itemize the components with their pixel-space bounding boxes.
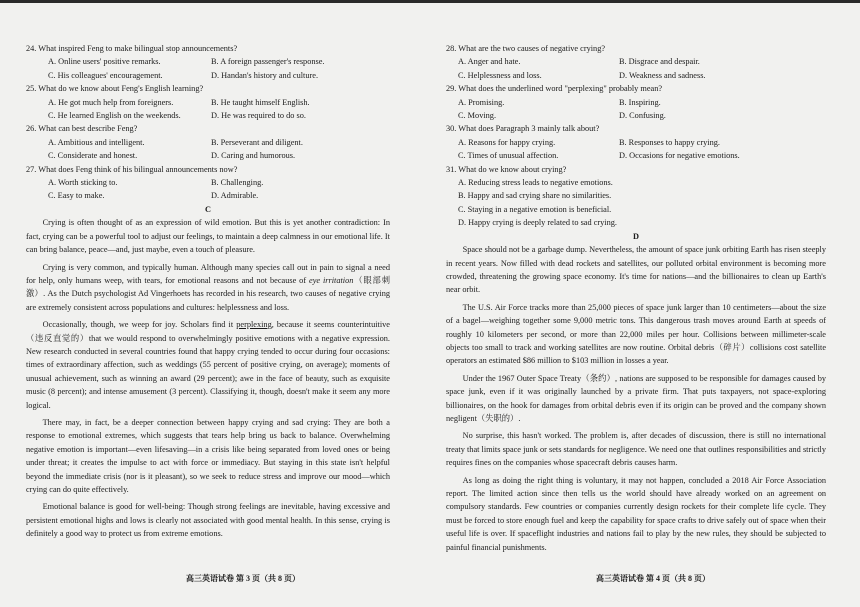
option-29c: C. Moving. — [458, 111, 497, 121]
option-28b: B. Disgrace and despair. — [619, 57, 700, 67]
question-25-options-row-1 — [26, 96, 390, 109]
option-25b: B. He taught himself English. — [211, 97, 310, 107]
question-28-options-row-1 — [446, 55, 826, 68]
page-4-column — [446, 42, 826, 554]
option-29a: A. Promising. — [458, 97, 505, 107]
option-28a: A. Anger and hate. — [458, 57, 521, 67]
paragraph-2-text-b: （眼部刺激）. As the Dutch psychologist Ad Vingerhoets has recorded in his research, two causes of negative crying are extremely consistent across populations and cultures: helplessness and loss. — [26, 275, 390, 312]
option-28d: D. Weakness and sadness. — [619, 70, 706, 80]
option-25d: D. He was required to do so. — [211, 111, 306, 121]
passage-c-paragraph-5: Emotional balance is good for well-being: Though strong feelings are inevitable, having excessive and persistent emotional highs and lows is clearly not associated with good mental health. In this sense, crying is definitely a good way to protect us from extreme emotions. — [26, 502, 390, 539]
eye-irritation-term: eye irritation — [309, 275, 354, 285]
option-29b: B. Inspiring. — [619, 97, 661, 107]
question-30-options-row-1 — [446, 136, 826, 149]
option-24b: B. A foreign passenger's response. — [211, 57, 325, 67]
question-26-options-row-1 — [26, 136, 390, 149]
option-30a: A. Reasons for happy crying. — [458, 137, 556, 147]
question-27-options-row-1 — [26, 176, 390, 189]
passage-d-paragraph-5: As long as doing the right thing is voluntary, it may not happen, concluded a 2018 Air Force Association report. The limited action since then tells us the world should have already worked on an agreement on compulsory standards. Few countries or companies currently design rockets for their complete life cycle. They must be forced to store enough fuel and keep the capability for space crafts to drive safely out of space when their useful life is over. If spaceflight industries and nations fail to play by the new rules, they should be subjected to painful financial punishments. — [446, 475, 826, 552]
question-28-options-row-2 — [446, 69, 826, 82]
option-26a: A. Ambitious and intelligent. — [48, 137, 145, 147]
option-26c: C. Considerate and honest. — [48, 151, 138, 161]
paragraph-3-text-b: , because it seems counterintuitive（违反直觉的）that we would respond to overwhelmingly positive emotions with a negative expression. New research conducted in several countries found that happy crying tended to occur during four occasions: times of extraordinary affection, such as weddings (55 percent of positive crying, on average); moments of unusual achievement, such as winning an award (29 percent); awe in the face of beauty, such as exquisite music (8 percent); and intense amusement (3 percent). Classifying it, though, doesn't make it seem any more logical. — [26, 320, 390, 410]
top-edge-bar — [0, 0, 860, 3]
option-27b: B. Challenging. — [211, 178, 264, 188]
passage-d-paragraph-4: No surprise, this hasn't worked. The problem is, after decades of discussion, there is still no international treaty that limits space junk or sets standards for negligence. We need one that outlines responsibilities and strictly requires fines on the companies whose spacecraft debris causes harm. — [446, 431, 826, 468]
option-30c: C. Times of unusual affection. — [458, 151, 559, 161]
question-29-options-row-2 — [446, 109, 826, 122]
option-25c: C. He learned English on the weekends. — [48, 111, 181, 121]
question-24-stem: 24. What inspired Feng to make bilingual stop announcements? — [26, 44, 238, 53]
question-29-options-row-1 — [446, 96, 826, 109]
question-24-options-row-1 — [26, 55, 390, 68]
question-31-stem: 31. What do we know about crying? — [446, 164, 567, 174]
question-28-stem: 28. What are the two causes of negative crying? — [446, 44, 606, 53]
question-29-stem: 29. What does the underlined word "perplexing" probably mean? — [446, 84, 663, 94]
passage-c-paragraph-2 — [26, 261, 390, 315]
option-29d: D. Confusing. — [619, 111, 666, 121]
option-27c: C. Easy to make. — [48, 191, 105, 201]
question-24-options-row-2 — [26, 69, 390, 82]
option-25a: A. He got much help from foreigners. — [48, 97, 174, 107]
option-24a: A. Online users' positive remarks. — [48, 57, 161, 67]
option-26d: D. Caring and humorous. — [211, 151, 296, 161]
page-3-footer: 高三英语试卷 第 3 页（共 8 页） — [186, 574, 300, 583]
passage-d-paragraph-2: The U.S. Air Force tracks more than 25,000 pieces of space junk larger than 10 centimeters—about the size of a bagel—weighing together some 9,000 metric tons. This dangerous trash moves around Earth at speeds of roughly 10 kilometers per second, or more than 22,000 miles per hour. Collisions between millimeter-scale objects too small to track and working satellites are now routine. Orbital debris（碎片）collisions cost satellite operators an estimated $86 million to $103 million in losses a year. — [446, 302, 826, 366]
question-27-options-row-2 — [26, 189, 390, 202]
option-24c: C. His colleagues' encouragement. — [48, 70, 163, 80]
option-31c: C. Staying in a negative emotion is beneficial. — [458, 204, 612, 214]
question-27-stem: 27. What does Feng think of his bilingual announcements now? — [26, 164, 238, 174]
question-26-stem: 26. What can best describe Feng? — [26, 124, 138, 134]
question-25-stem: 25. What do we know about Feng's English learning? — [26, 84, 204, 94]
paragraph-3-text-a: Occasionally, though, we weep for joy. Scholars find it — [42, 320, 237, 330]
paragraph-2-text-a: Crying is very common, and typically human. Although many species call out in pain to signal a need for help, only humans weep, with tears, for emotional reasons and not because of — [26, 262, 390, 285]
page-4-footer: 高三英语试卷 第 4 页（共 8 页） — [596, 574, 710, 583]
passage-d-paragraph-3: Under the 1967 Outer Space Treaty（条约）, nations are supposed to be responsible for damages caused by space junk, even if it was originally launched by a private firm. That puts taxpayers, not space-exploring billionaires, on the hook for damages from orbital debris even if its origin can be proved and the company shown negligent（失职的）. — [446, 373, 826, 423]
question-25-options-row-2 — [26, 109, 390, 122]
question-30-stem: 30. What does Paragraph 3 mainly talk about? — [446, 124, 600, 134]
option-31d: D. Happy crying is deeply related to sad crying. — [458, 218, 617, 228]
question-30-options-row-2 — [446, 149, 826, 162]
option-27d: D. Admirable. — [211, 191, 259, 201]
option-28c: C. Helplessness and loss. — [458, 70, 542, 80]
passage-c-paragraph-1: Crying is often thought of as an expression of wild emotion. But this is yet another contradiction: In fact, crying can be a powerful tool to adjust our feelings, to maintain a deep calmness in our emotional life. It can bring balance, peace—and, just maybe, even a touch of pleasure. — [26, 218, 390, 255]
passage-c-paragraph-3 — [26, 318, 390, 412]
option-30b: B. Responses to happy crying. — [619, 137, 720, 147]
question-26-options-row-2 — [26, 149, 390, 162]
option-26b: B. Perseverant and diligent. — [211, 137, 303, 147]
option-24d: D. Handan's history and culture. — [211, 70, 319, 80]
option-27a: A. Worth sticking to. — [48, 178, 118, 188]
passage-c-paragraph-4: There may, in fact, be a deeper connection between happy crying and sad crying: They are both a response to emotional extremes, which suggests that tears help bring us back to balance. Overwhelming negative emotion is important—even lifesaving—in a crisis like being separated from loved ones or being under threat; it creates the impulse to act with force or immediacy. But staying in this state isn't helpful beyond the immediate crisis (nor is it pleasant), so we seek to reduce stress and improve our mood—which crying can do quite effectively. — [26, 417, 390, 494]
option-31b: B. Happy and sad crying share no similarities. — [458, 191, 612, 201]
option-30d: D. Occasions for negative emotions. — [619, 151, 740, 161]
option-31a: A. Reducing stress leads to negative emotions. — [458, 178, 613, 188]
passage-d-paragraph-1: Space should not be a garbage dump. Nevertheless, the amount of space junk orbiting Earth has risen steeply in recent years. Now filled with dead rockets and satellites, our polluted orbital environment is becoming more crowded, threatening the growing space economy. It's time for nations—and the billionaires to clean up Earth's near orbit. — [446, 245, 826, 295]
section-d-heading: D — [633, 231, 639, 241]
underlined-word-perplexing: perplexing — [236, 320, 272, 330]
page-3-column — [26, 42, 390, 541]
section-c-heading: C — [205, 204, 211, 214]
